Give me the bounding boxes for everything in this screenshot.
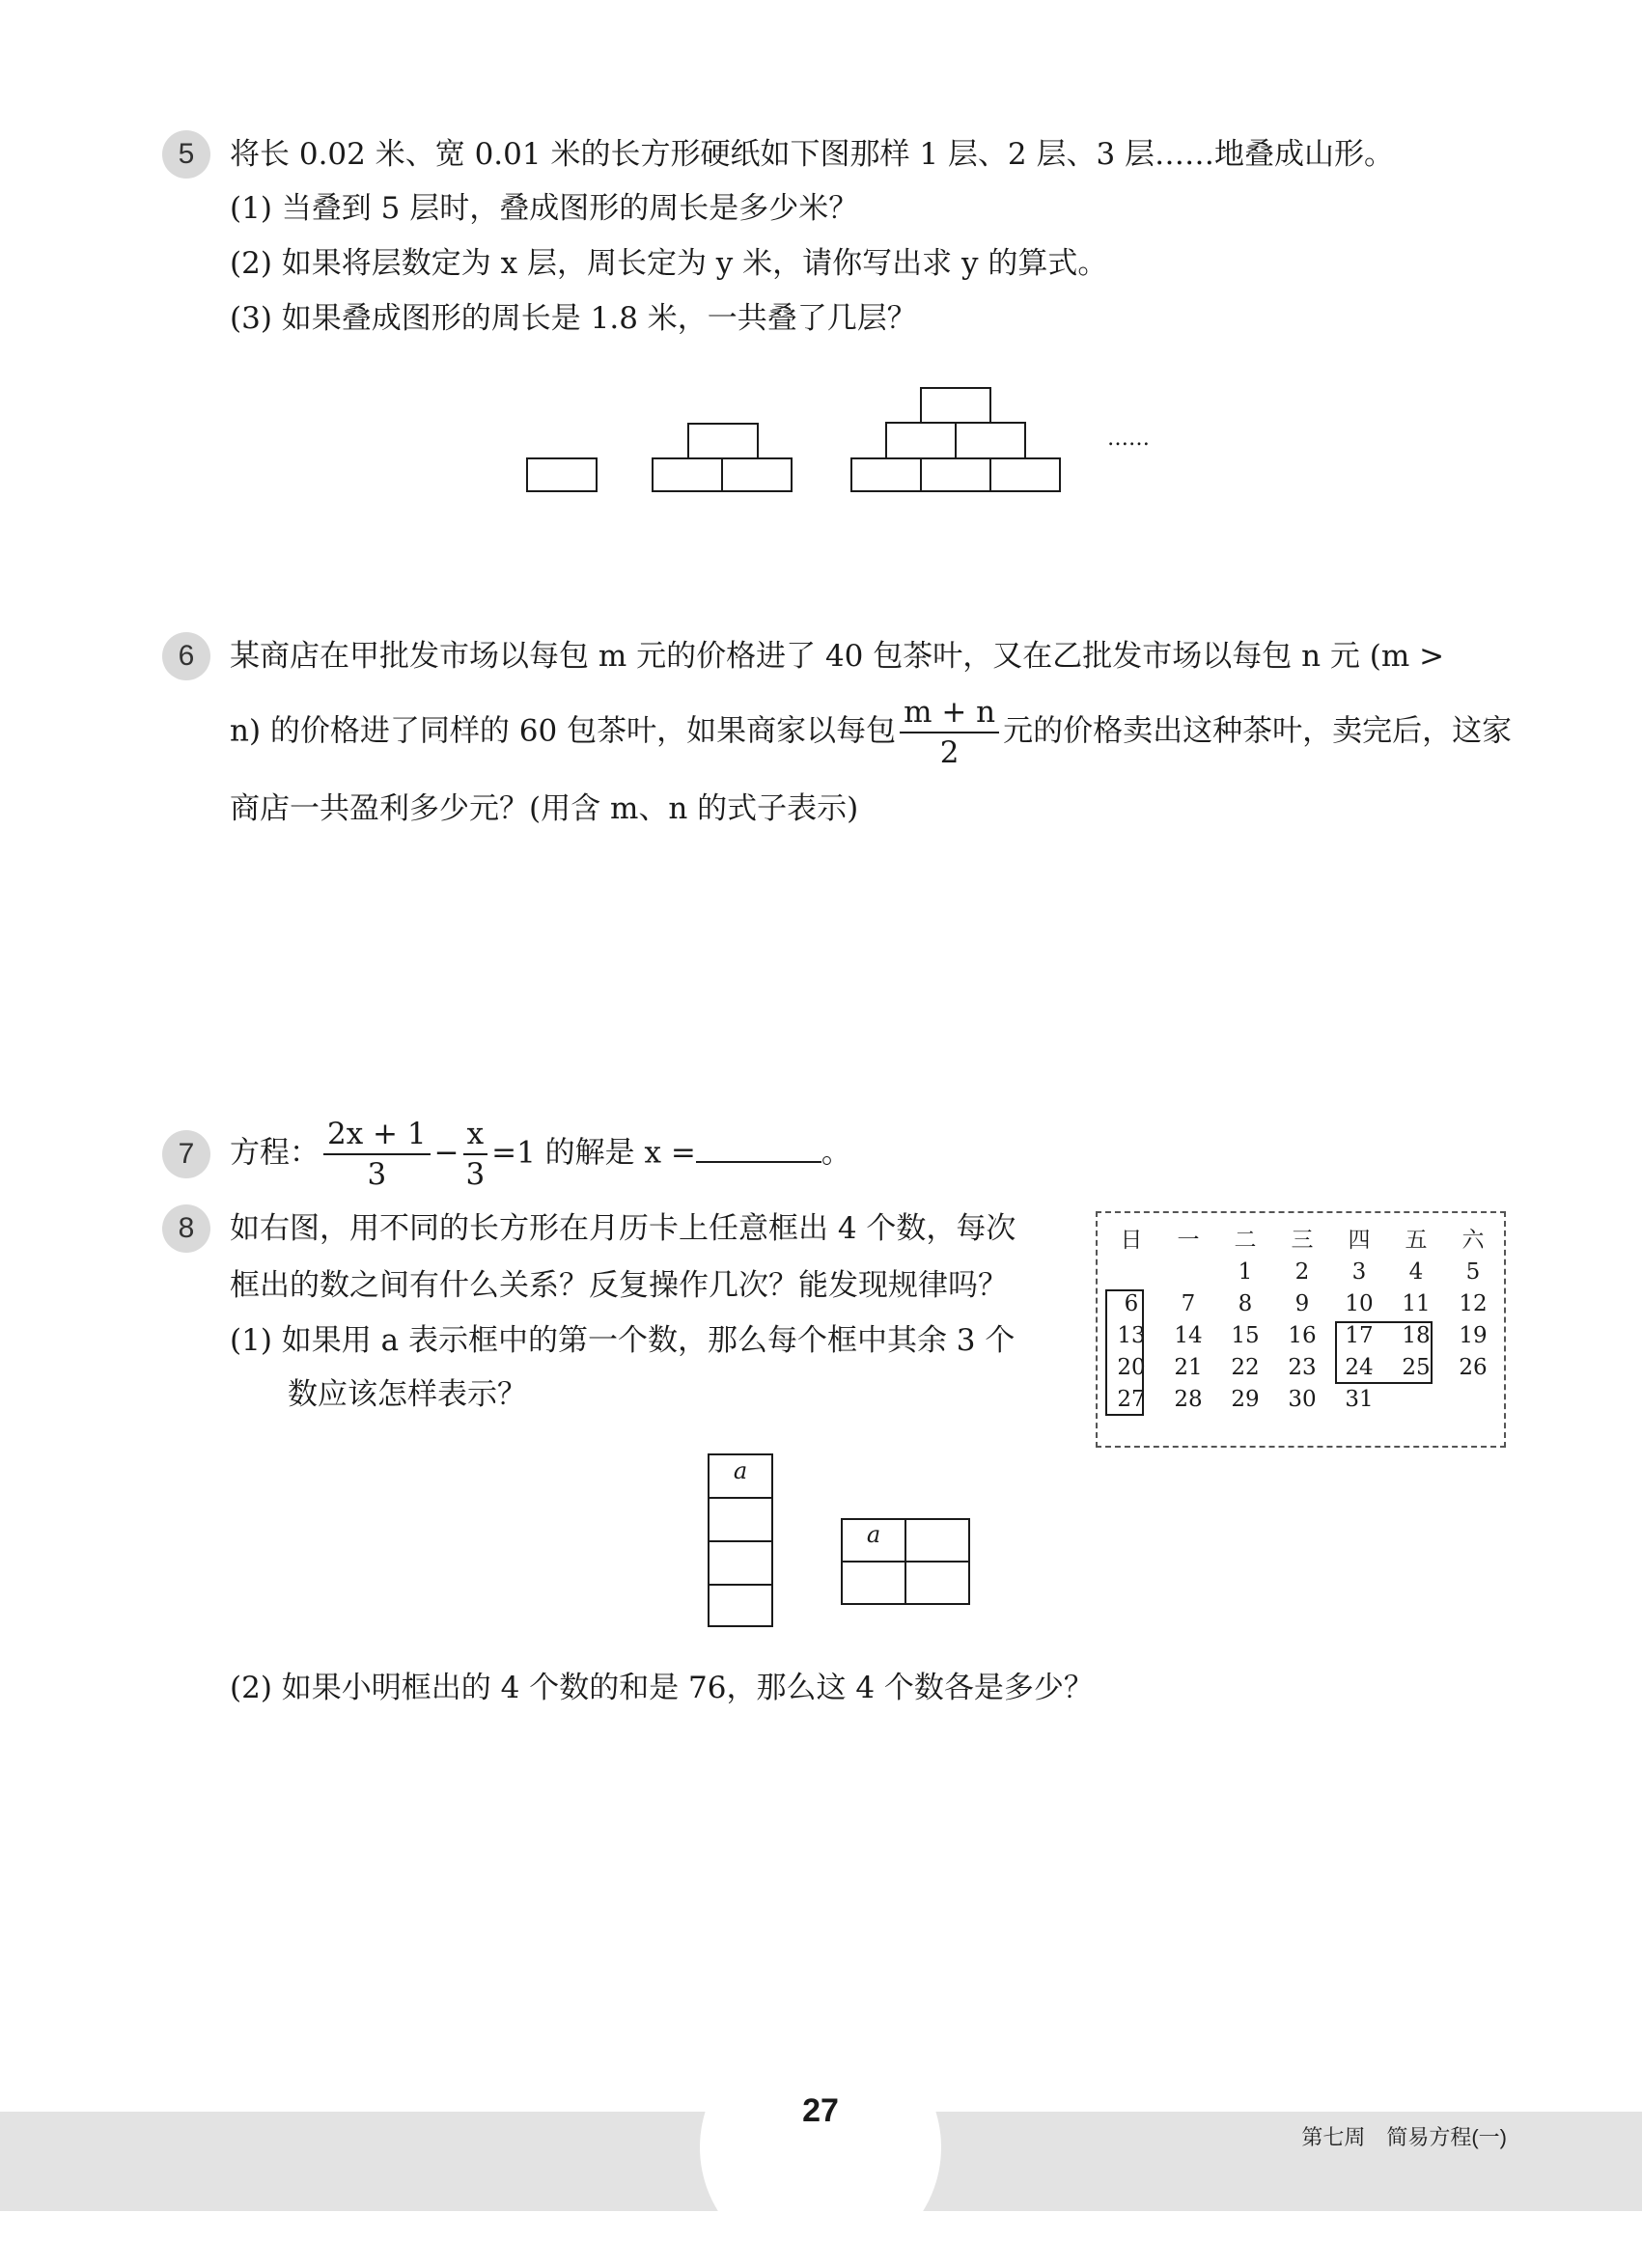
calendar-day: 9 — [1294, 1291, 1310, 1316]
calendar-day: 3 — [1351, 1259, 1367, 1285]
fraction-denominator: 3 — [465, 1157, 486, 1192]
calendar-day: 13 — [1117, 1323, 1146, 1348]
question-number-7 — [162, 1130, 210, 1178]
calendar-day: 11 — [1402, 1291, 1431, 1316]
calendar-day: 26 — [1459, 1355, 1488, 1380]
frame-cell — [708, 1497, 773, 1542]
calendar-day: 18 — [1402, 1323, 1431, 1348]
fraction-denominator: 2 — [939, 735, 960, 770]
calendar-day: 22 — [1231, 1355, 1260, 1380]
calendar-day: 17 — [1345, 1323, 1374, 1348]
calendar-day: 24 — [1345, 1355, 1374, 1380]
stack3-block — [885, 422, 957, 459]
q8-part1-line2: 数应该怎样表示？ — [288, 1377, 527, 1412]
calendar-day: 2 — [1294, 1259, 1310, 1285]
question-number-text: 8 — [178, 1212, 195, 1244]
calendar-day: 31 — [1345, 1387, 1374, 1412]
calendar-day: 28 — [1174, 1387, 1203, 1412]
stack3-block — [920, 387, 991, 424]
stack2-block — [687, 423, 759, 459]
answer-blank[interactable] — [696, 1132, 821, 1163]
calendar-day: 19 — [1459, 1323, 1488, 1348]
frame-cell — [841, 1561, 906, 1605]
stack2-block — [721, 457, 793, 492]
calendar-selection-frame — [1335, 1321, 1433, 1384]
q5-part3: (3) 如果叠成图形的周长是 1.8 米，一共叠了几层？ — [230, 301, 917, 336]
calendar — [1096, 1211, 1506, 1448]
fraction-numerator: x — [463, 1115, 487, 1155]
frame-cell — [904, 1561, 970, 1605]
question-number-text: 7 — [178, 1138, 195, 1170]
calendar-day: 27 — [1117, 1387, 1146, 1412]
q5-part2: (2) 如果将层数定为 x 层，周长定为 y 米，请你写出求 y 的算式。 — [230, 246, 1108, 281]
stack1-block — [526, 457, 598, 492]
calendar-day: 5 — [1465, 1259, 1481, 1285]
calendar-weekday-header: 六 — [1461, 1228, 1485, 1253]
frame-cell — [708, 1540, 773, 1586]
page-number: 27 — [802, 2092, 839, 2129]
stack3-block — [989, 457, 1061, 492]
calendar-day: 14 — [1174, 1323, 1203, 1348]
calendar-day: 23 — [1288, 1355, 1317, 1380]
question-number-8 — [162, 1204, 210, 1253]
q8-line2: 框出的数之间有什么关系？反复操作几次？能发现规律吗？ — [230, 1268, 1008, 1303]
question-number-text: 6 — [178, 640, 195, 672]
q6-line2 — [230, 693, 1512, 772]
q5-stem: 将长 0.02 米、宽 0.01 米的长方形硬纸如下图那样 1 层、2 层、3 层……地叠成山形。 — [230, 137, 1395, 172]
calendar-weekday-header: 日 — [1120, 1228, 1143, 1253]
q8-line1: 如右图，用不同的长方形在月历卡上任意框出 4 个数，每次 — [230, 1211, 1016, 1246]
calendar-day: 12 — [1459, 1291, 1488, 1316]
fraction-1 — [323, 1115, 431, 1194]
fraction-numerator: m + n — [900, 693, 999, 733]
chapter-title: 第七周 简易方程(一) — [1301, 2125, 1507, 2149]
q8-part1-line1: (1) 如果用 a 表示框中的第一个数，那么每个框中其余 3 个 — [230, 1323, 1016, 1358]
calendar-weekday-header: 五 — [1405, 1228, 1428, 1253]
q7-end: 。 — [821, 1135, 851, 1171]
stack2-block — [652, 457, 723, 492]
q6-line1: 某商店在甲批发市场以每包 m 元的价格进了 40 包茶叶，又在乙批发市场以每包 n 元 (m > — [230, 639, 1445, 674]
stack3-block — [955, 422, 1026, 459]
calendar-weekday-header: 二 — [1234, 1228, 1257, 1253]
variable-a-label: a — [866, 1521, 881, 1548]
q5-part1: (1) 当叠到 5 层时，叠成图形的周长是多少米？ — [230, 191, 859, 226]
variable-a-label: a — [733, 1457, 748, 1484]
calendar-weekday-header: 四 — [1348, 1228, 1371, 1253]
calendar-day: 6 — [1124, 1291, 1139, 1316]
calendar-day: 8 — [1238, 1291, 1253, 1316]
q6-line2-end: 元的价格卖出这种茶叶，卖完后，这家 — [1003, 713, 1513, 749]
fraction-2 — [463, 1115, 487, 1194]
calendar-day: 25 — [1402, 1355, 1431, 1380]
calendar-day: 7 — [1181, 1291, 1196, 1316]
frame-cell — [904, 1518, 970, 1563]
calendar-day: 10 — [1345, 1291, 1374, 1316]
q8-part2: (2) 如果小明框出的 4 个数的和是 76，那么这 4 个数各是多少？ — [230, 1671, 1094, 1705]
page-number-circle — [700, 2027, 941, 2268]
calendar-day: 16 — [1288, 1323, 1317, 1348]
fraction-denominator: 3 — [367, 1157, 387, 1192]
calendar-day: 20 — [1117, 1355, 1146, 1380]
calendar-weekday-header: 一 — [1177, 1228, 1200, 1253]
calendar-weekday-header: 三 — [1291, 1228, 1314, 1253]
calendar-day: 4 — [1408, 1259, 1424, 1285]
frame-cell — [708, 1584, 773, 1627]
stack3-block — [850, 457, 922, 492]
price-fraction — [900, 693, 999, 772]
calendar-day: 15 — [1231, 1323, 1260, 1348]
q6-line2-start: n) 的价格进了同样的 60 包茶叶，如果商家以每包 — [230, 713, 897, 749]
minus-sign: − — [433, 1135, 459, 1171]
calendar-selection-frame — [1105, 1289, 1144, 1416]
calendar-day: 29 — [1231, 1387, 1260, 1412]
question-number-5 — [162, 130, 210, 179]
question-number-6 — [162, 632, 210, 680]
fraction-numerator: 2x + 1 — [323, 1115, 431, 1155]
question-number-text: 5 — [178, 138, 195, 170]
q7-prefix: 方程： — [230, 1135, 320, 1171]
q7-equation — [230, 1115, 851, 1194]
q7-suffix: =1 的解是 x = — [491, 1135, 696, 1171]
calendar-day: 1 — [1238, 1259, 1253, 1285]
ellipsis: …… — [1107, 427, 1150, 451]
q6-line3: 商店一共盈利多少元？(用含 m、n 的式子表示) — [230, 791, 859, 826]
stack3-block — [920, 457, 991, 492]
calendar-day: 21 — [1174, 1355, 1203, 1380]
calendar-day: 30 — [1288, 1387, 1317, 1412]
